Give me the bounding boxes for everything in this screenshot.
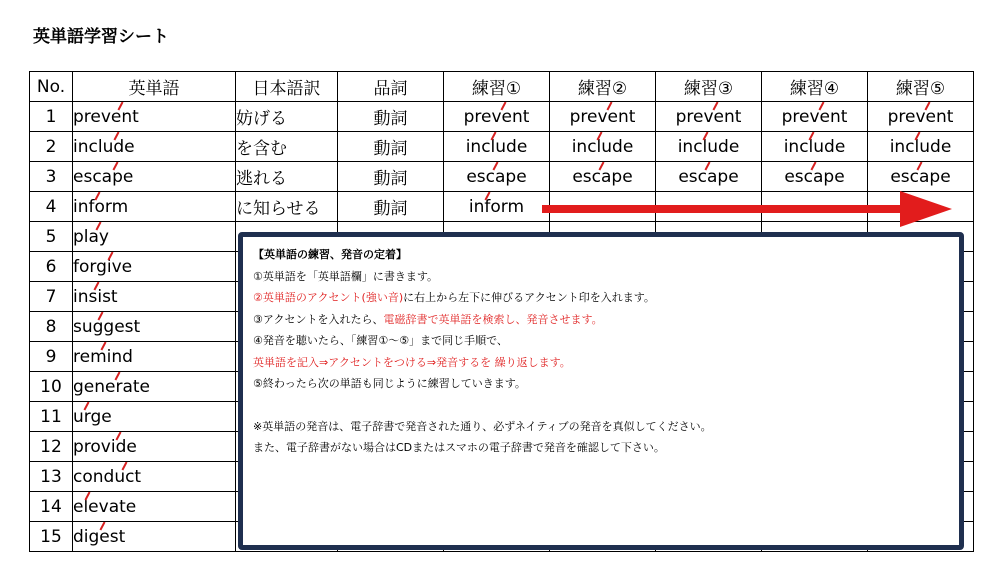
part-of-speech-cell[interactable] [338,192,444,222]
row-number[interactable] [30,282,73,312]
cell-text: include [677,136,740,157]
cell-text: 4 [45,196,57,217]
practice-1-cell[interactable] [444,162,550,192]
cell-text: 15 [40,526,62,547]
cell-text: prevent [73,106,139,127]
cell-text: 9 [45,346,57,367]
practice-3-cell[interactable] [656,132,762,162]
cell-text: 11 [40,406,62,427]
english-word-cell[interactable] [73,492,236,522]
english-word-cell[interactable] [73,132,236,162]
sheet-title: 英単語学習シート [33,27,169,47]
cell-text: 動詞 [373,199,408,219]
cell-text: 12 [40,436,62,457]
instruction-step-4: ④発音を聴いたら、「練習①〜⑤」まで同じ手順で、 [253,334,508,347]
header-practice-1: 練習① [444,72,550,102]
english-word-cell[interactable] [73,432,236,462]
practice-1-cell[interactable] [444,102,550,132]
header-japanese: 日本語訳 [236,72,338,102]
cell-text: forgive [73,256,133,277]
row-number[interactable] [30,462,73,492]
cell-text: escape [890,166,951,187]
row-number[interactable] [30,342,73,372]
english-word-cell[interactable] [73,522,236,552]
arrow-shaft [542,205,902,213]
row-number[interactable] [30,162,73,192]
cell-text: inform [468,196,525,217]
instruction-box [238,232,964,550]
practice-1-cell[interactable] [444,132,550,162]
cell-text: escape [678,166,739,187]
english-word-cell[interactable] [73,162,236,192]
part-of-speech-cell[interactable] [338,162,444,192]
cell-text: 動詞 [373,109,408,129]
row-number[interactable] [30,372,73,402]
cell-text: を含む [236,139,287,159]
row-number[interactable] [30,102,73,132]
practice-3-cell[interactable] [656,102,762,132]
cell-text: 動詞 [373,169,408,189]
practice-1-cell[interactable] [444,192,550,222]
cell-text: 1 [45,106,57,127]
cell-text: prevent [569,106,636,127]
practice-2-cell[interactable] [550,162,656,192]
arrow-right-icon [900,191,952,227]
practice-5-cell[interactable] [868,102,974,132]
cell-text: prevent [887,106,954,127]
cell-text: escape [466,166,527,187]
header-word: 英単語 [73,72,236,102]
practice-4-cell[interactable] [762,132,868,162]
part-of-speech-cell[interactable] [338,132,444,162]
cell-text: generate [73,376,151,397]
row-number[interactable] [30,402,73,432]
instruction-step-3 [253,309,949,331]
japanese-cell[interactable] [236,192,338,222]
english-word-cell[interactable] [73,192,236,222]
row-number[interactable] [30,192,73,222]
cell-text: inform [73,196,129,217]
cell-text: prevent [675,106,742,127]
instruction-note-1: ※英単語の発音は、電子辞書で発音された通り、必ずネイティブの発音を真似してください。 [253,419,712,433]
cell-text: prevent [463,106,530,127]
row-number[interactable] [30,432,73,462]
header-practice-5: 練習⑤ [868,72,974,102]
cell-text: 8 [45,316,57,337]
cell-text: 3 [45,166,57,187]
japanese-cell[interactable] [236,162,338,192]
header-practice-3: 練習③ [656,72,762,102]
instruction-step-5: ⑤終わったら次の単語も同じように練習していきます。 [253,377,526,390]
cell-text: 2 [45,136,57,157]
japanese-cell[interactable] [236,102,338,132]
cell-text: 10 [40,376,62,397]
header-practice-4: 練習④ [762,72,868,102]
instruction-note-2: また、電子辞書がない場合はCDまたはスマホの電子辞書で発音を確認して下さい。 [253,441,665,454]
header-no: No. [30,72,73,102]
cell-text: prevent [781,106,848,127]
instruction-step-1: ①英単語を「英単語欄」に書きます。 [253,269,438,283]
japanese-cell[interactable] [236,132,338,162]
row-number[interactable] [30,222,73,252]
row-number[interactable] [30,492,73,522]
cell-text: 14 [40,496,62,517]
cell-text: 逃れる [236,169,287,189]
row-number[interactable] [30,522,73,552]
practice-3-cell[interactable] [656,162,762,192]
cell-text: suggest [73,316,141,337]
cell-text: 7 [45,286,57,307]
table-row [30,132,974,162]
header-part-of-speech: 品詞 [338,72,444,102]
cell-text: remind [73,346,133,367]
cell-text: include [465,136,528,157]
part-of-speech-cell[interactable] [338,102,444,132]
cell-text: 5 [45,226,57,247]
english-word-cell[interactable] [73,312,236,342]
blank-line [253,395,949,416]
instruction-step-4-emphasis: 英単語を記入⇒アクセントをつける⇒発音するを 繰り返します。 [253,355,571,369]
english-word-cell[interactable] [73,342,236,372]
cell-text: provide [73,436,137,457]
instruction-step-3-text: ③アクセントを入れたら、 [253,312,384,326]
cell-text: escape [73,166,134,187]
cell-text: conduct [73,466,142,487]
cell-text: 6 [45,256,57,277]
row-number[interactable] [30,132,73,162]
instruction-step-3-emphasis: 電磁辞書で英単語を検索し、発音させます。 [383,312,603,326]
practice-5-cell[interactable] [868,162,974,192]
table-row [30,102,974,132]
row-number[interactable] [30,252,73,282]
cell-text: include [571,136,634,157]
english-word-cell[interactable] [73,282,236,312]
cell-text: digest [73,526,126,547]
header-practice-2: 練習② [550,72,656,102]
english-word-cell[interactable] [73,252,236,282]
english-word-cell[interactable] [73,372,236,402]
english-word-cell[interactable] [73,222,236,252]
english-word-cell[interactable] [73,402,236,432]
practice-2-cell[interactable] [550,132,656,162]
cell-text: elevate [73,496,137,517]
header-row [30,72,974,102]
cell-text: include [73,136,135,157]
cell-text: escape [572,166,633,187]
table-row [30,162,974,192]
instruction-step-2 [253,287,949,309]
english-word-cell[interactable] [73,102,236,132]
cell-text: 動詞 [373,139,408,159]
cell-text: insist [73,286,118,307]
cell-text: include [889,136,952,157]
row-number[interactable] [30,312,73,342]
cell-text: 妨げる [236,109,287,129]
cell-text: に知らせる [236,199,321,219]
practice-5-cell[interactable] [868,132,974,162]
instruction-heading: 【英単語の練習、発音の定着】 [253,248,407,261]
instruction-step-2-emphasis: ②英単語のアクセント(強い音) [253,291,404,304]
practice-4-cell[interactable] [762,102,868,132]
cell-text: play [73,226,109,247]
practice-2-cell[interactable] [550,102,656,132]
cell-text: urge [73,406,112,427]
english-word-cell[interactable] [73,462,236,492]
cell-text: include [783,136,846,157]
practice-4-cell[interactable] [762,162,868,192]
instruction-step-2-text: に右上から左下に伸びるアクセント印を入れます。 [403,291,655,304]
cell-text: escape [784,166,845,187]
cell-text: 13 [40,466,62,487]
